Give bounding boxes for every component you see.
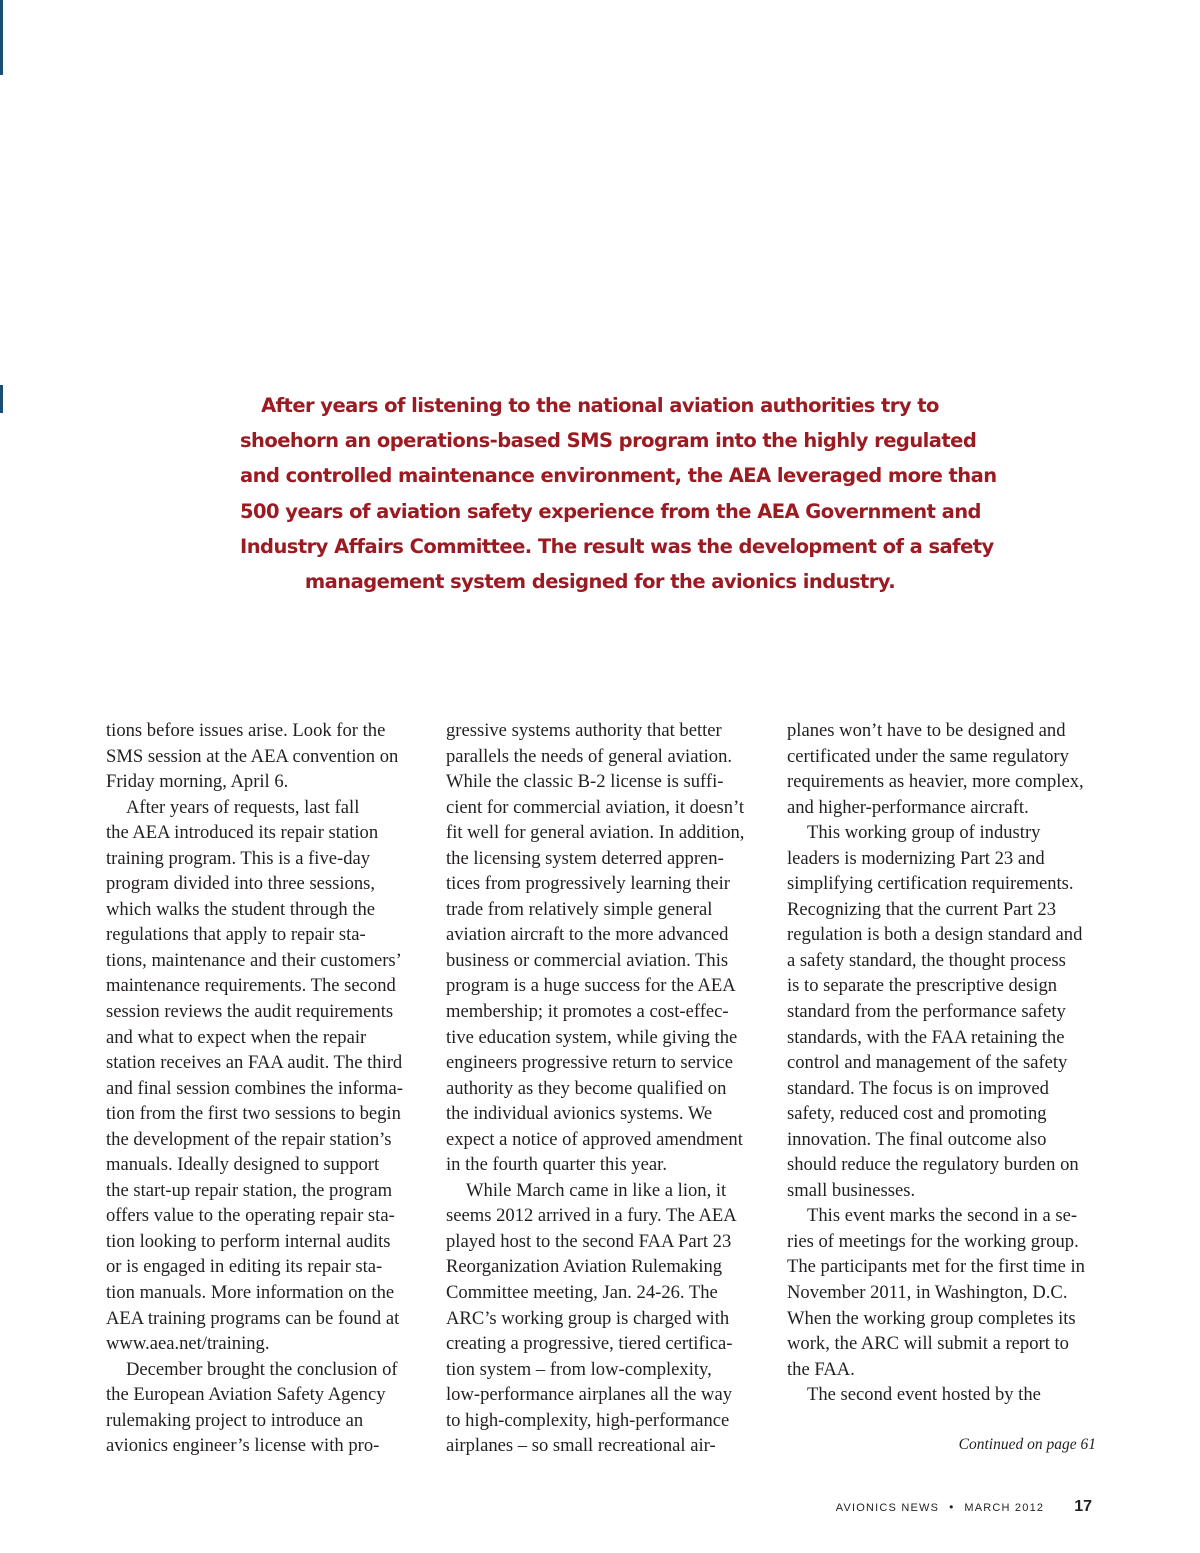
text-line: aviation aircraft to the more advanced — [446, 924, 729, 946]
text-line: program is a huge success for the AEA — [446, 975, 736, 997]
text-line: requirements as heavier, more complex, — [787, 771, 1084, 793]
text-line: fit well for general aviation. In addition, — [446, 822, 745, 844]
text-line: is to separate the prescriptive design — [787, 975, 1058, 997]
text-line: While March came in like a lion, it — [466, 1179, 727, 1201]
text-line: and what to expect when the repair — [106, 1026, 367, 1048]
text-line: standard. The focus is on improved — [787, 1077, 1049, 1099]
publication-name: AVIONICS NEWS — [835, 1502, 940, 1514]
text-line: played host to the second FAA Part 23 — [446, 1230, 732, 1252]
text-line: safety, reduced cost and promoting — [787, 1103, 1047, 1125]
text-line: maintenance requirements. The second — [106, 975, 396, 997]
page-footer — [836, 1498, 1092, 1516]
edge-marker-mid — [0, 385, 3, 413]
text-line: manuals. Ideally designed to support — [106, 1154, 380, 1176]
text-line: tions before issues arise. Look for the — [106, 720, 386, 741]
text-line: ries of meetings for the working group. — [787, 1230, 1079, 1252]
text-line: Committee meeting, Jan. 24-26. The — [446, 1282, 718, 1304]
text-line: which walks the student through the — [106, 898, 376, 920]
text-line: and final session combines the informa- — [106, 1077, 403, 1099]
text-line: www.aea.net/training. — [106, 1333, 270, 1355]
text-line: tions, maintenance and their customers’ — [106, 949, 402, 971]
text-line: rulemaking project to introduce an — [106, 1409, 364, 1431]
text-line: offers value to the operating repair sta- — [106, 1205, 395, 1227]
text-line: SMS session at the AEA convention on — [106, 745, 399, 767]
text-line: standards, with the FAA retaining the — [787, 1026, 1065, 1048]
text-line: simplifying certification requirements. — [787, 873, 1074, 895]
text-line: control and management of the safety — [787, 1052, 1068, 1074]
text-line: Reorganization Aviation Rulemaking — [446, 1256, 723, 1278]
text-line: tion from the first two sessions to begin — [106, 1103, 401, 1125]
text-line: This working group of industry — [807, 822, 1041, 844]
text-line: parallels the needs of general aviation. — [446, 745, 733, 767]
text-line: program divided into three sessions, — [106, 873, 376, 895]
text-line: work, the ARC will submit a report to — [787, 1333, 1069, 1355]
text-line: ARC’s working group is charged with — [446, 1307, 730, 1329]
text-line: November 2011, in Washington, D.C. — [787, 1282, 1068, 1304]
text-line: airplanes – so small recreational air- — [446, 1435, 716, 1457]
text-line: membership; it promotes a cost-effec- — [446, 1001, 729, 1023]
text-line: in the fourth quarter this year. — [446, 1154, 667, 1176]
text-line: The participants met for the first time in — [787, 1256, 1085, 1278]
text-line: expect a notice of approved amendment — [446, 1128, 743, 1150]
text-line: Recognizing that the current Part 23 — [787, 898, 1057, 920]
text-line: innovation. The final outcome also — [787, 1128, 1047, 1150]
text-line: should reduce the regulatory burden on — [787, 1154, 1079, 1176]
text-line: cient for commercial aviation, it doesn’t — [446, 796, 745, 818]
edge-marker-top — [0, 0, 3, 75]
text-line: business or commercial aviation. This — [446, 949, 729, 971]
text-line: trade from relatively simple general — [446, 898, 713, 920]
text-line: Friday morning, April 6. — [106, 771, 289, 793]
pull-quote-line: management system designed for the avionics industry. — [304, 570, 896, 594]
continued-note: Continued on page 61 — [958, 1436, 1096, 1453]
text-line: low-performance airplanes all the way — [446, 1384, 733, 1406]
text-line: the FAA. — [787, 1358, 855, 1380]
text-line: regulation is both a design standard and — [787, 924, 1083, 946]
text-line: to high-complexity, high-performance — [446, 1409, 730, 1431]
pull-quote-line: After years of listening to the national aviation authorities try to — [261, 394, 939, 417]
text-line: the European Aviation Safety Agency — [106, 1384, 386, 1406]
text-line: station receives an FAA audit. The third — [106, 1052, 403, 1074]
page-number: 17 — [1074, 1498, 1092, 1515]
text-line: This event marks the second in a se- — [807, 1205, 1078, 1227]
article-column-1 — [106, 718, 426, 1459]
text-line: training program. This is a five-day — [106, 847, 371, 869]
text-line: and higher-performance aircraft. — [787, 796, 1029, 818]
text-line: tion manuals. More information on the — [106, 1282, 395, 1304]
pull-quote-line: 500 years of aviation safety experience from the AEA Government and — [240, 499, 981, 523]
text-line: tion looking to perform internal audits — [106, 1230, 391, 1252]
pull-quote — [240, 388, 997, 599]
text-line: planes won’t have to be designed and — [787, 720, 1066, 741]
text-line: engineers progressive return to service — [446, 1052, 734, 1074]
issue-date: MARCH 2012 — [964, 1502, 1045, 1514]
pull-quote-line: and controlled maintenance environment, the AEA leveraged more than — [240, 464, 997, 488]
text-line: the start-up repair station, the program — [106, 1179, 393, 1201]
text-line: The second event hosted by the — [807, 1384, 1041, 1406]
text-line: While the classic B-2 license is suffi- — [446, 771, 724, 793]
text-line: small businesses. — [787, 1179, 916, 1201]
text-line: leaders is modernizing Part 23 and — [787, 847, 1045, 869]
text-line: authority as they become qualified on — [446, 1077, 727, 1099]
text-line: the individual avionics systems. We — [446, 1103, 713, 1125]
text-line: session reviews the audit requirements — [106, 1001, 394, 1023]
text-line: gressive systems authority that better — [446, 720, 722, 741]
article-column-3 — [787, 718, 1107, 1408]
text-line: the AEA introduced its repair station — [106, 822, 379, 844]
text-line: or is engaged in editing its repair sta- — [106, 1256, 383, 1278]
text-line: After years of requests, last fall — [126, 796, 360, 818]
text-line: December brought the conclusion of — [126, 1358, 398, 1380]
text-line: tive education system, while giving the — [446, 1026, 738, 1048]
text-line: the development of the repair station’s — [106, 1128, 392, 1150]
text-line: tion system – from low-complexity, — [446, 1358, 712, 1380]
text-line: certificated under the same regulatory — [787, 745, 1069, 767]
text-line: When the working group completes its — [787, 1307, 1076, 1329]
text-line: a safety standard, the thought process — [787, 949, 1066, 971]
footer-separator: • — [949, 1500, 954, 1514]
text-line: the licensing system deterred appren- — [446, 847, 724, 869]
text-line: tices from progressively learning their — [446, 873, 730, 895]
text-line: regulations that apply to repair sta- — [106, 924, 366, 946]
pull-quote-line: shoehorn an operations-based SMS program into the highly regulated — [240, 429, 977, 453]
article-column-2 — [446, 718, 766, 1459]
text-line: standard from the performance safety — [787, 1001, 1066, 1023]
text-line: seems 2012 arrived in a fury. The AEA — [446, 1205, 737, 1227]
pull-quote-line: Industry Affairs Committee. The result was the development of a safety — [240, 534, 994, 558]
text-line: AEA training programs can be found at — [106, 1307, 400, 1329]
text-line: avionics engineer’s license with pro- — [106, 1435, 380, 1457]
text-line: creating a progressive, tiered certifica- — [446, 1333, 733, 1355]
